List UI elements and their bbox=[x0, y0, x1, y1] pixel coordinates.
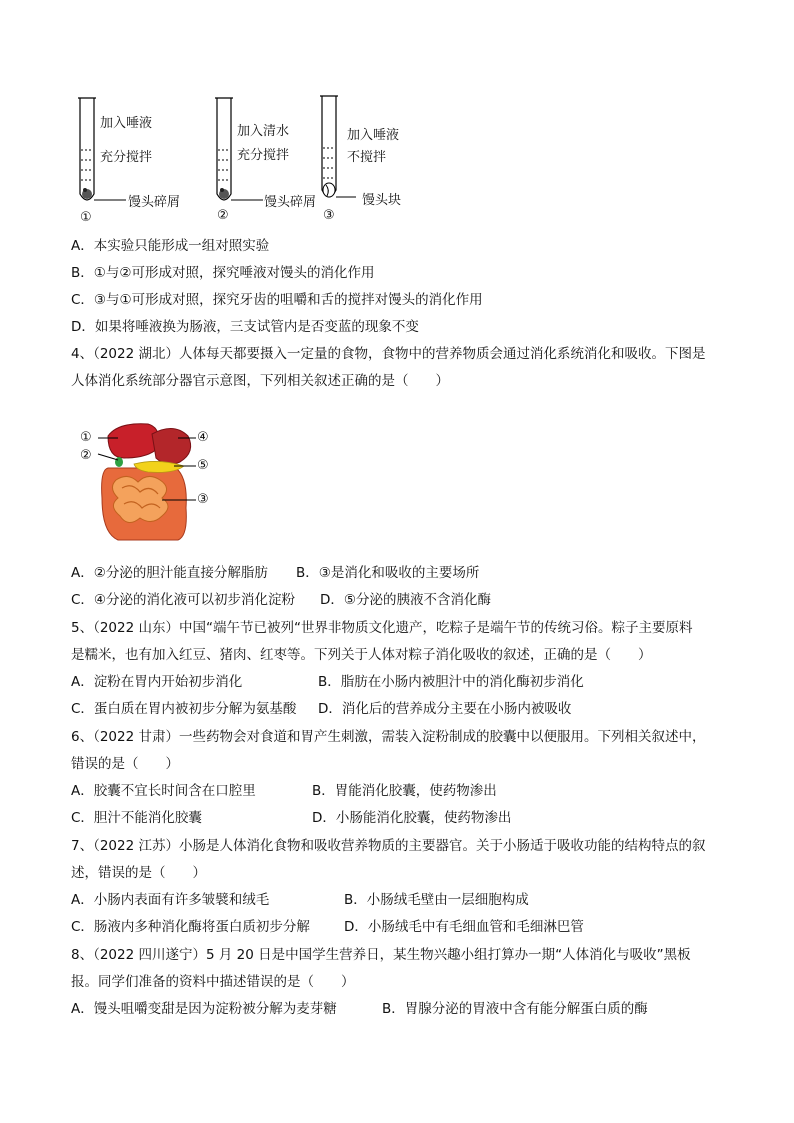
q6-option-b: B．胃能消化胶囊，使药物渗出 bbox=[312, 783, 497, 799]
q4-option-a: A．②分泌的胆汁能直接分解脂肪 bbox=[71, 565, 268, 581]
tube1-number: ① bbox=[80, 210, 92, 225]
q4-option-b: B．③是消化和吸收的主要场所 bbox=[296, 565, 480, 581]
tube2-action1: 加入清水 bbox=[237, 124, 290, 139]
q6-stem-line2: 错误的是（ ） bbox=[71, 756, 179, 772]
q4-stem-line2: 人体消化系统部分器官示意图，下列相关叙述正确的是（ ） bbox=[71, 373, 449, 389]
q6-option-d: D．小肠能消化胶囊，使药物渗出 bbox=[312, 810, 512, 826]
tube1-action1: 加入唾液 bbox=[100, 116, 153, 131]
organ-label-4: ④ bbox=[197, 430, 209, 445]
q5-option-d: D．消化后的营养成分主要在小肠内被吸收 bbox=[318, 701, 572, 717]
q8-stem-line2: 报。同学们准备的资料中描述错误的是（ ） bbox=[71, 974, 355, 990]
tube3-action2: 不搅拌 bbox=[347, 150, 387, 165]
q6-option-a: A．胶囊不宜长时间含在口腔里 bbox=[71, 783, 256, 799]
q5-option-a: A．淀粉在胃内开始初步消化 bbox=[71, 674, 243, 690]
q5-option-c: C．蛋白质在胃内被初步分解为氨基酸 bbox=[71, 701, 297, 717]
q7-option-b: B．小肠绒毛壁由一层细胞构成 bbox=[344, 892, 529, 908]
digestive-organs-drawing bbox=[78, 408, 228, 548]
tube2-content: 馒头碎屑 bbox=[264, 195, 317, 210]
q4-option-c: C．④分泌的消化液可以初步消化淀粉 bbox=[71, 592, 296, 608]
q5-option-b: B．脂肪在小肠内被胆汁中的消化酶初步消化 bbox=[318, 674, 584, 690]
q7-option-d: D．小肠绒毛中有毛细血管和毛细淋巴管 bbox=[344, 919, 584, 935]
organ-label-3: ③ bbox=[197, 492, 209, 507]
organ-label-1: ① bbox=[80, 430, 92, 445]
q4-option-d: D．⑤分泌的胰液不含消化酶 bbox=[320, 592, 491, 608]
q7-option-a: A．小肠内表面有许多皱襞和绒毛 bbox=[71, 892, 270, 908]
q5-stem-line2: 是糯米，也有加入红豆、猪肉、红枣等。下列关于人体对粽子消化吸收的叙述，正确的是（ ） bbox=[71, 647, 652, 663]
q3-option-d: D．如果将唾液换为肠液，三支试管内是否变蓝的现象不变 bbox=[71, 319, 419, 335]
tube3-action1: 加入唾液 bbox=[347, 128, 400, 143]
test-tube-figure bbox=[70, 90, 430, 230]
q7-option-c: C．肠液内多种消化酶将蛋白质初步分解 bbox=[71, 919, 310, 935]
tube3-content: 馒头块 bbox=[362, 193, 402, 208]
q8-option-a: A．馒头咀嚼变甜是因为淀粉被分解为麦芽糖 bbox=[71, 1001, 337, 1017]
tube3-number: ③ bbox=[323, 208, 335, 223]
q3-option-a: A．本实验只能形成一组对照实验 bbox=[71, 238, 270, 254]
tube1-content: 馒头碎屑 bbox=[128, 195, 181, 210]
digestive-system-figure bbox=[78, 408, 228, 548]
q4-stem-line1: 4、（2022 湖北）人体每天都要摄入一定量的食物，食物中的营养物质会通过消化系统消化和吸收。下图是 bbox=[71, 346, 706, 362]
q6-option-c: C．胆汁不能消化胶囊 bbox=[71, 810, 202, 826]
q7-stem-line1: 7、（2022 江苏）小肠是人体消化食物和吸收营养物质的主要器官。关于小肠适于吸收功能的结构特点的叙 bbox=[71, 838, 706, 854]
q8-stem-line1: 8、（2022 四川遂宁）5 月 20 日是中国学生营养日，某生物兴趣小组打算办一期“人体消化与吸收”黑板 bbox=[71, 947, 691, 963]
q5-stem-line1: 5、（2022 山东）中国“端午节已被列“世界非物质文化遗产，吃粽子是端午节的传统习俗。粽子主要原料 bbox=[71, 620, 693, 636]
q3-option-b: B．①与②可形成对照，探究唾液对馒头的消化作用 bbox=[71, 265, 375, 281]
q3-option-c: C．③与①可形成对照，探究牙齿的咀嚼和舌的搅拌对馒头的消化作用 bbox=[71, 292, 483, 308]
organ-label-5: ⑤ bbox=[197, 458, 209, 473]
q7-stem-line2: 述，错误的是（ ） bbox=[71, 865, 206, 881]
tube1-action2: 充分搅拌 bbox=[100, 150, 153, 165]
q8-option-b: B．胃腺分泌的胃液中含有能分解蛋白质的酶 bbox=[382, 1001, 648, 1017]
tube2-number: ② bbox=[217, 208, 229, 223]
organ-label-2: ② bbox=[80, 448, 92, 463]
q6-stem-line1: 6、（2022 甘肃）一些药物会对食道和胃产生刺激，需装入淀粉制成的胶囊中以便服用。下列相关叙述中， bbox=[71, 729, 706, 745]
tube2-action2: 充分搅拌 bbox=[237, 148, 290, 163]
